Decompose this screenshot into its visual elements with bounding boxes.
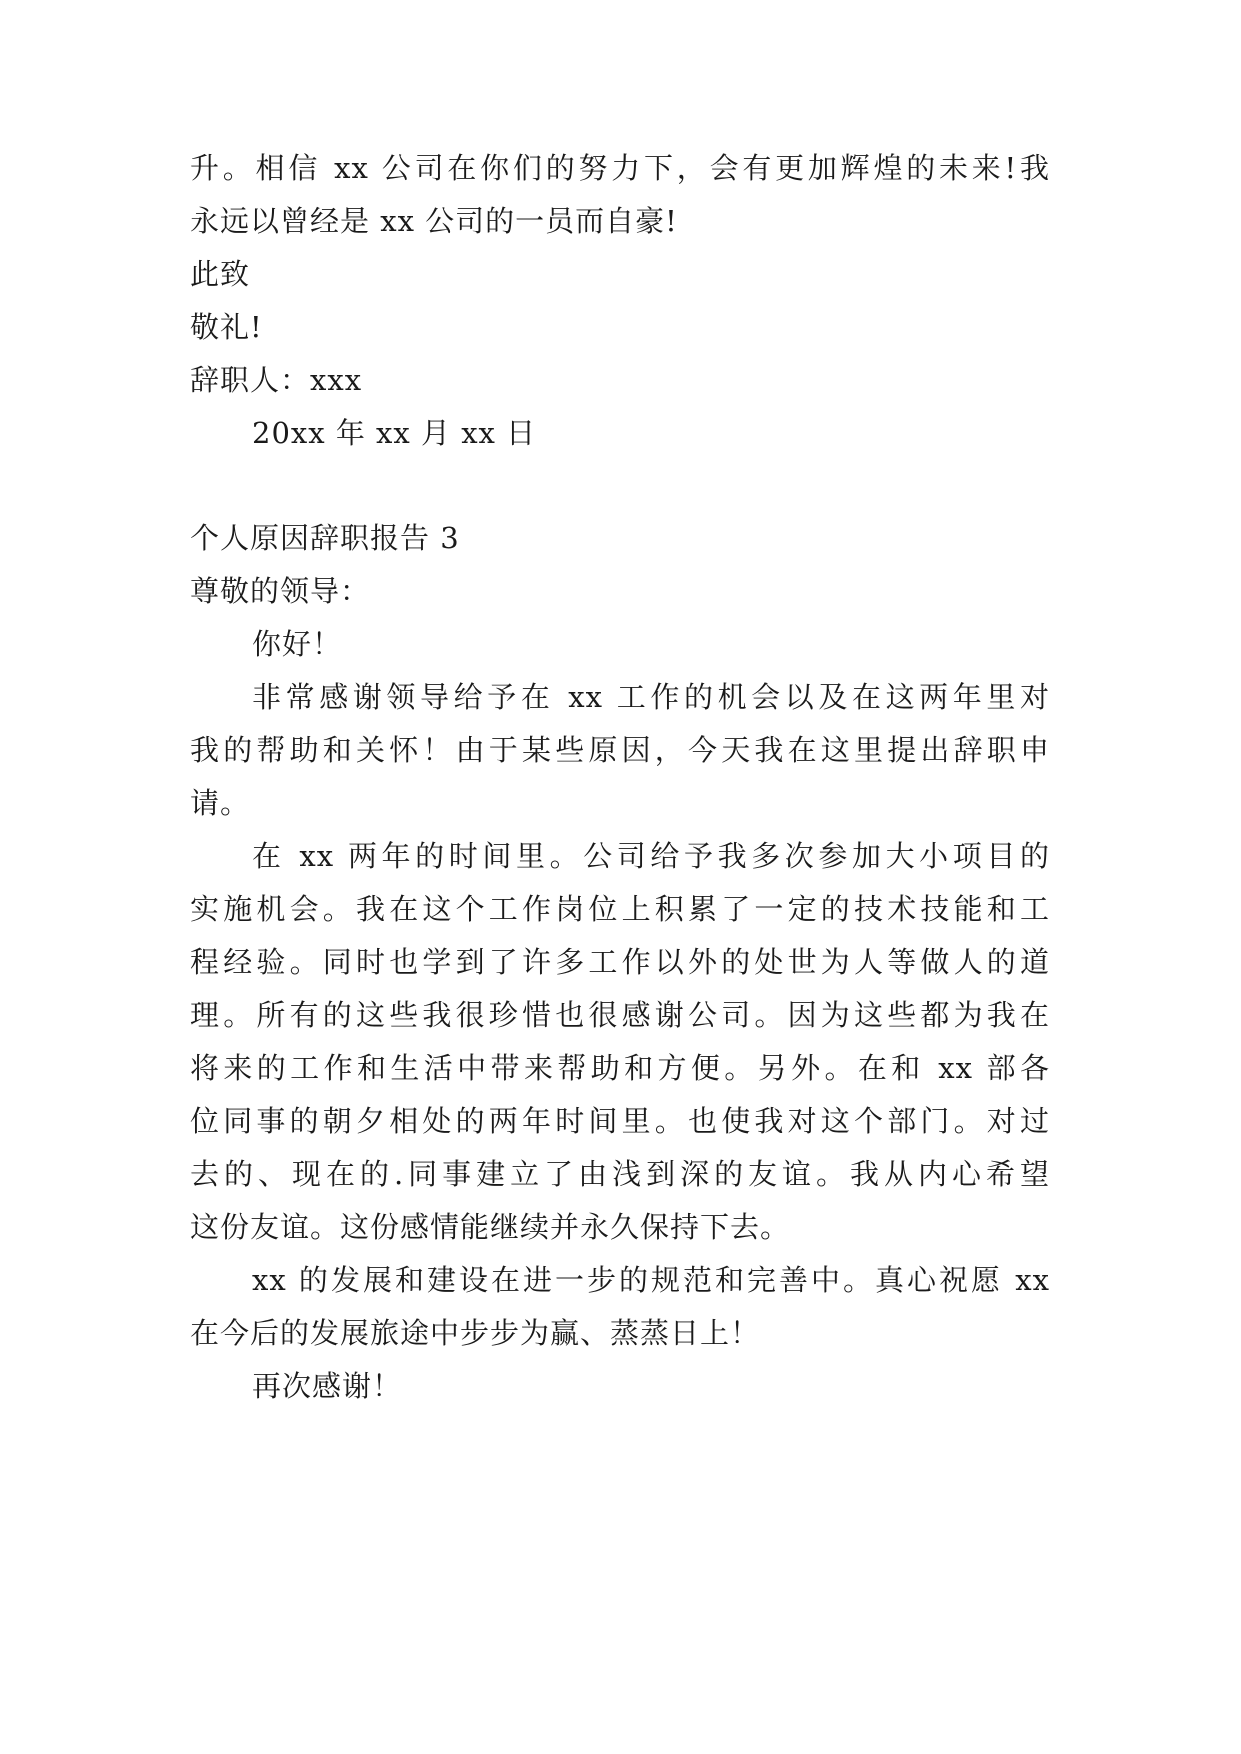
text-line: 在 xx 两年的时间里。公司给予我多次参加大小项目的 (252, 839, 1050, 873)
text-line: 这份友谊。这份感情能继续并永久保持下去。 (190, 1210, 791, 1244)
text-line: 非常感谢领导给予在 xx 工作的机会以及在这两年里对 (252, 680, 1050, 714)
signature-name: 辞职人：xxx (190, 363, 363, 397)
signature-date: 20xx 年 xx 月 xx 日 (252, 416, 537, 450)
text-line: 将来的工作和生活中带来帮助和方便。另外。在和 xx 部各 (190, 1051, 1050, 1085)
text-line: 永远以曾经是 xx 公司的一员而自豪! (190, 204, 678, 238)
text-line: 程经验。同时也学到了许多工作以外的处世为人等做人的道 (190, 945, 1050, 979)
text-line: 位同事的朝夕相处的两年时间里。也使我对这个部门。对过 (190, 1104, 1050, 1138)
text-line: 理。所有的这些我很珍惜也很感谢公司。因为这些都为我在 (190, 998, 1050, 1032)
text-line: 去的、现在的.同事建立了由浅到深的友谊。我从内心希望 (190, 1157, 1050, 1191)
text-line: 实施机会。我在这个工作岗位上积累了一定的技术技能和工 (190, 892, 1050, 926)
text-line: 升。相信 xx 公司在你们的努力下，会有更加辉煌的未来!我 (190, 151, 1050, 185)
text-line: xx 的发展和建设在进一步的规范和完善中。真心祝愿 xx (252, 1263, 1050, 1297)
greeting: 你好！ (252, 627, 343, 661)
closing-regards: 敬礼! (190, 310, 263, 344)
closing-salutation: 此致 (190, 257, 251, 291)
text-line: 再次感谢！ (252, 1369, 403, 1403)
text-line: 在今后的发展旅途中步步为赢、蒸蒸日上！ (190, 1316, 761, 1350)
recipient-salutation: 尊敬的领导： (190, 574, 371, 608)
text-line: 请。 (190, 786, 251, 820)
section-title: 个人原因辞职报告 3 (190, 521, 460, 555)
text-line: 我的帮助和关怀！由于某些原因，今天我在这里提出辞职申 (190, 733, 1050, 767)
